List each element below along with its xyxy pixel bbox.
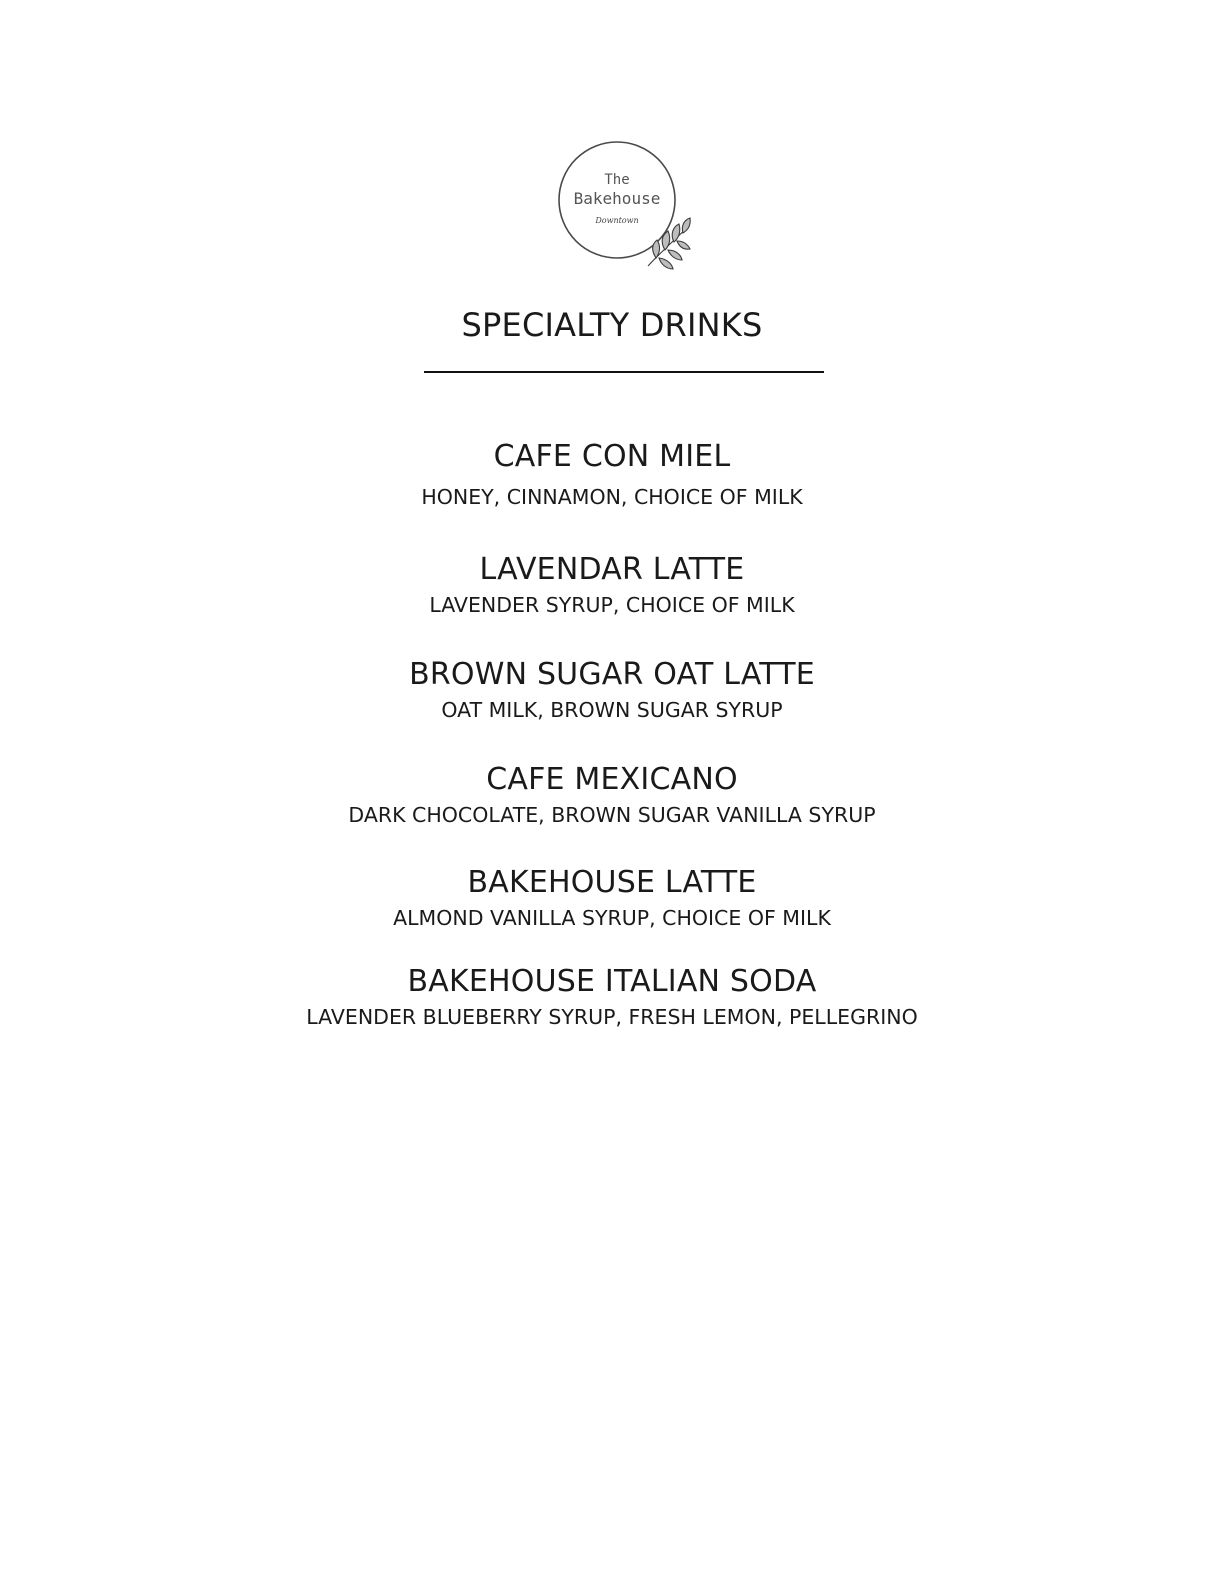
item-name: BAKEHOUSE ITALIAN SODA (407, 964, 817, 999)
menu-item (0, 864, 1224, 931)
item-description: DARK CHOCOLATE, BROWN SUGAR VANILLA SYRUP (348, 803, 876, 827)
item-description: ALMOND VANILLA SYRUP, CHOICE OF MILK (393, 906, 831, 930)
item-description: LAVENDER SYRUP, CHOICE OF MILK (429, 593, 795, 617)
menu-item (0, 761, 1224, 828)
menu-item (0, 963, 1224, 1030)
item-description: OAT MILK, BROWN SUGAR SYRUP (441, 698, 783, 722)
menu-item (0, 551, 1224, 618)
page-title: SPECIALTY DRINKS (461, 306, 763, 344)
logo-text-bakehouse: Bakehouse (573, 189, 661, 208)
item-name: CAFE CON MIEL (493, 439, 731, 474)
logo-text-downtown: Downtown (595, 216, 639, 225)
item-name: CAFE MEXICANO (486, 762, 738, 797)
item-name: BAKEHOUSE LATTE (467, 865, 757, 900)
item-description: HONEY, CINNAMON, CHOICE OF MILK (421, 485, 803, 509)
bakehouse-logo (555, 137, 695, 275)
menu-item (0, 438, 1224, 510)
item-description: LAVENDER BLUEBERRY SYRUP, FRESH LEMON, PELLEGRINO (306, 1005, 918, 1029)
menu-item (0, 656, 1224, 723)
logo-text-the: The (604, 172, 630, 188)
item-name: BROWN SUGAR OAT LATTE (409, 657, 815, 692)
item-name: LAVENDAR LATTE (479, 552, 745, 587)
title-divider (424, 371, 824, 373)
